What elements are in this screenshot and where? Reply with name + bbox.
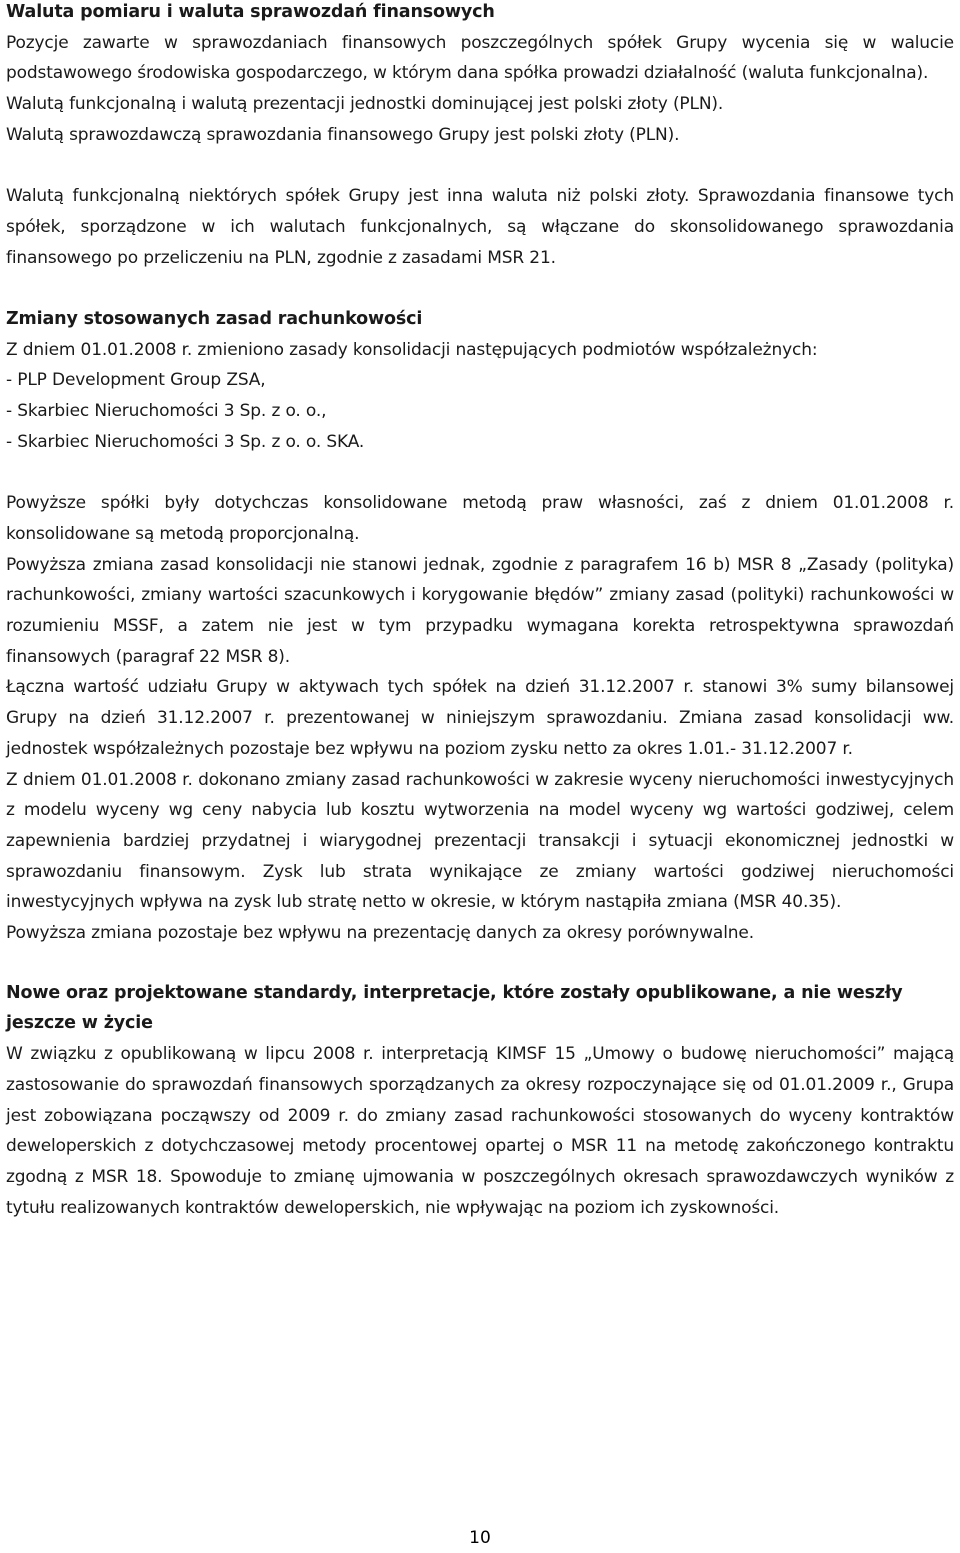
paragraph: Walutą funkcjonalną niektórych spółek Grupy jest inna waluta niż polski złoty. Sprawozdania finansowe tych spółek, sporządzone w ich walutach funkcjonalnych, są włączane do skonsolidowanego sprawozdania finansowego po przeliczeniu na PLN, zgodnie z zasadami MSR 21. (6, 186, 954, 268)
section-heading-accounting-changes: Zmiany stosowanych zasad rachunkowości (6, 309, 423, 329)
paragraph: Powyższa zmiana pozostaje bez wpływu na prezentację danych za okresy porównywalne. (6, 923, 754, 944)
paragraph: Z dniem 01.01.2008 r. dokonano zmiany zasad rachunkowości w zakresie wyceny nieruchomości inwestycyjnych z modelu wyceny wg ceny nabycia lub kosztu wytworzenia na model wyceny wg wartości godziwej, celem zapewnienia bardziej przydatnej i wiarygodnej prezentacji transakcji i sytuacji ekonomicznej jednostki w sprawozdaniu finansowym. Zysk lub strata wynikające ze zmiany wartości godziwej nieruchomości inwestycyjnych wpływa na zysk lub stratę netto w okresie, w którym nastąpiła zmiana (MSR 40.35). (6, 769, 954, 913)
paragraph: Walutą funkcjonalną i walutą prezentacji jednostki dominującej jest polski złoty (PLN). (6, 94, 724, 115)
section-heading-currency: Waluta pomiaru i waluta sprawozdań finansowych (6, 2, 495, 22)
paragraph: Łączna wartość udziału Grupy w aktywach tych spółek na dzień 31.12.2007 r. stanowi 3% sumy bilansowej Grupy na dzień 31.12.2007 r. prezentowanej w niniejszym sprawozdaniu. Zmiana zasad konsolidacji ww. jednostek współzależnych pozostaje bez wpływu na poziom zysku netto za okres 1.01.- 31.12.2007 r. (6, 677, 954, 759)
list-item: - Skarbiec Nieruchomości 3 Sp. z o. o., (6, 401, 327, 422)
page-number: 10 (469, 1528, 491, 1548)
paragraph: Z dniem 01.01.2008 r. zmieniono zasady konsolidacji następujących podmiotów współzależnych: (6, 339, 818, 360)
section-heading-new-standards: Nowe oraz projektowane standardy, interpretacje, które zostały opublikowane, a nie weszły jeszcze w życie (6, 982, 903, 1034)
list-item: - PLP Development Group ZSA, (6, 370, 266, 391)
paragraph: Pozycje zawarte w sprawozdaniach finansowych poszczególnych spółek Grupy wycenia się w walucie podstawowego środowiska gospodarczego, w którym dana spółka prowadzi działalność (waluta funkcjonalna). (6, 32, 954, 84)
paragraph: Powyższe spółki były dotychczas konsolidowane metodą praw własności, zaś z dniem 01.01.2008 r. konsolidowane są metodą proporcjonalną. (6, 493, 954, 544)
paragraph: Walutą sprawozdawczą sprawozdania finansowego Grupy jest polski złoty (PLN). (6, 124, 680, 145)
paragraph: W związku z opublikowaną w lipcu 2008 r. interpretacją KIMSF 15 „Umowy o budowę nieruchomości” mającą zastosowanie do sprawozdań finansowych sporządzanych za okresy rozpoczynające się od 01.01.2009 r., Grupa jest zobowiązana począwszy od 2009 r. do zmiany zasad rachunkowości stosowanych do wyceny kontraktów deweloperskich z dotychczasowej metody procentowej opartej o MSR 11 na metodę zakończonego kontraktu zgodną z MSR 18. Spowoduje to zmianę ujmowania w poszczególnych okresach sprawozdawczych wyników z tytułu realizowanych kontraktów deweloperskich, nie wpływając na poziom ich zyskowności. (6, 1044, 954, 1218)
paragraph: Powyższa zmiana zasad konsolidacji nie stanowi jednak, zgodnie z paragrafem 16 b) MSR 8 „Zasady (polityka) rachunkowości, zmiany wartości szacunkowych i korygowanie błędów” zmiany zasad (polityki) rachunkowości w rozumieniu MSSF, a zatem nie jest w tym przypadku wymagana korekta retrospektywna sprawozdań finansowych (paragraf 22 MSR 8). (6, 554, 954, 667)
entity-list (6, 365, 954, 457)
list-item: - Skarbiec Nieruchomości 3 Sp. z o. o. SKA. (6, 431, 365, 452)
